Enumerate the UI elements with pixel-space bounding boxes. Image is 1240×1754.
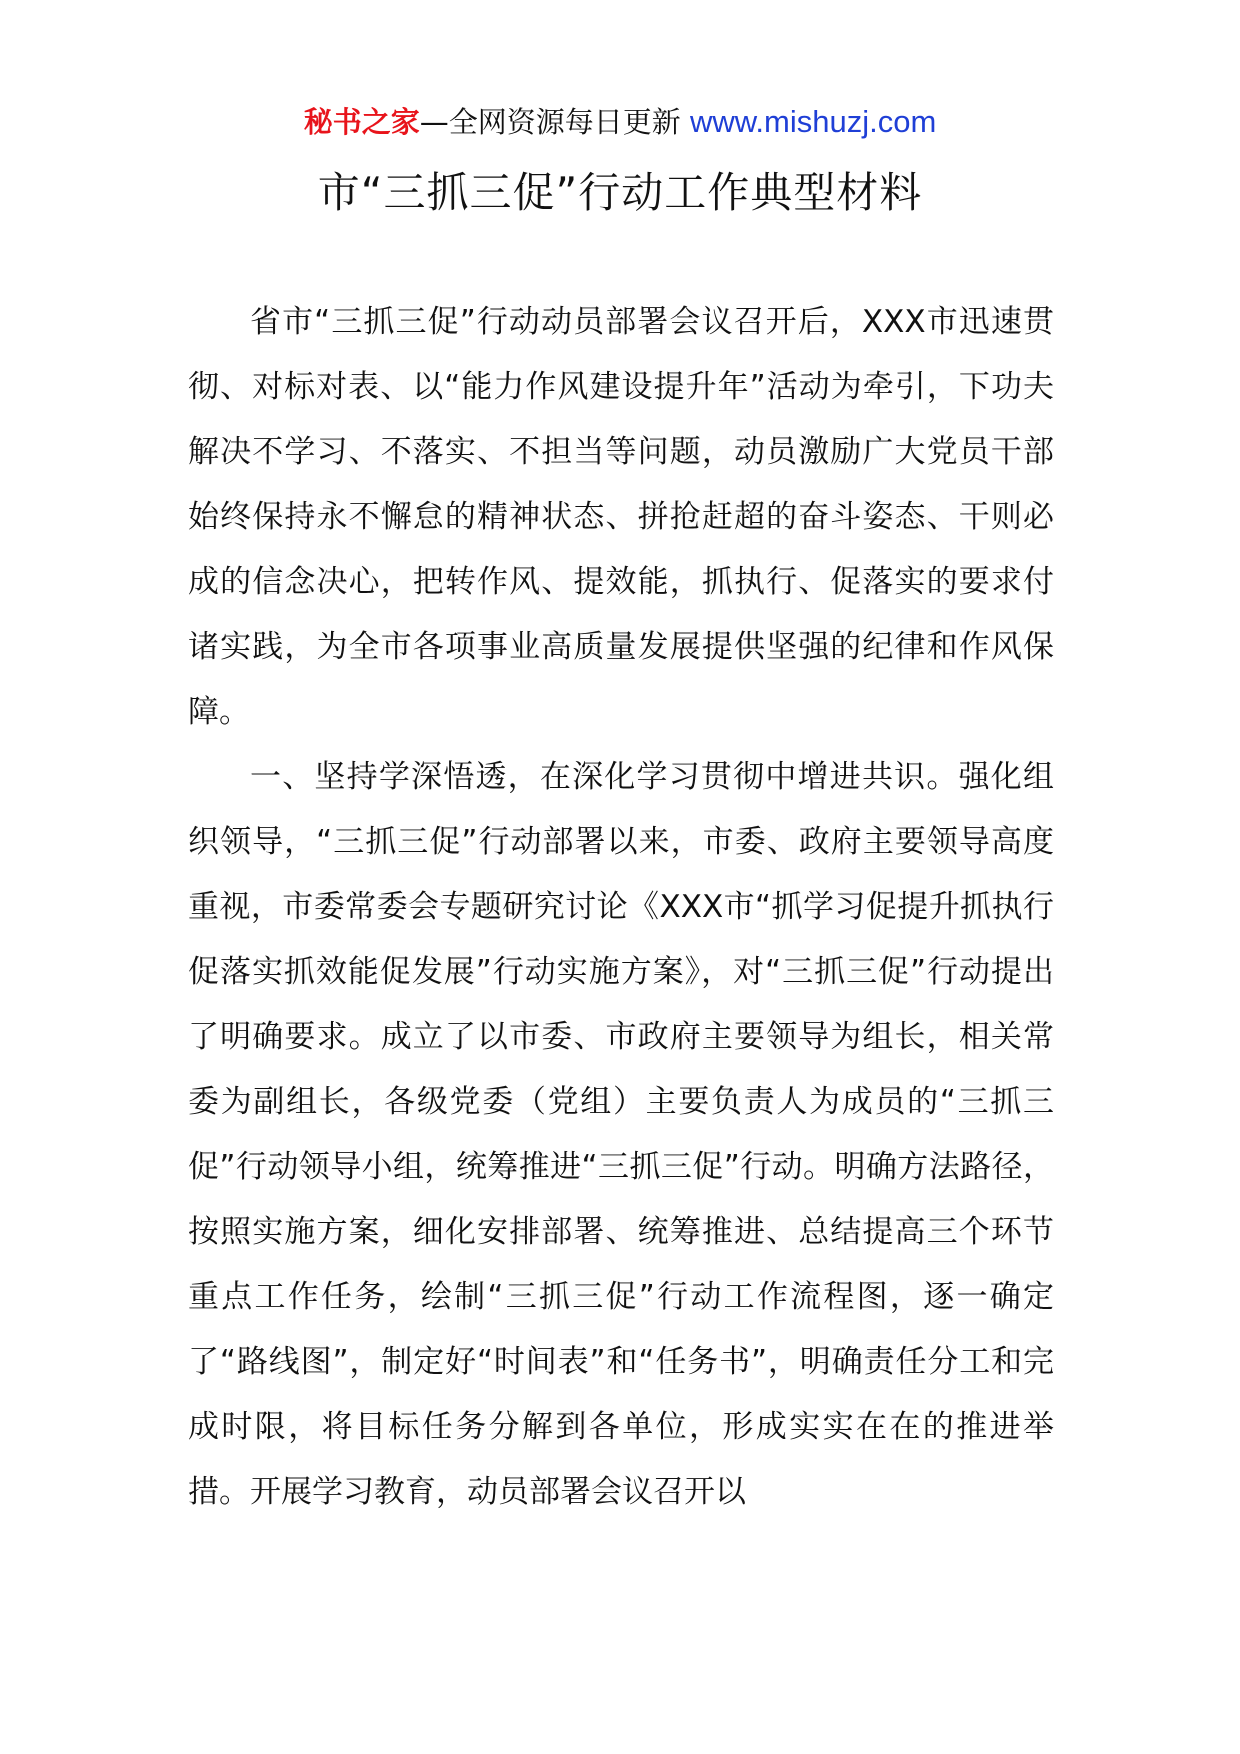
site-brand: 秘书之家: [303, 105, 420, 139]
paragraph-section-one: 一、坚持学深悟透，在深化学习贯彻中增进共识。强化组织领导，“三抓三促”行动部署以来，市委、政府主要领导高度重视，市委常委会专题研究讨论《XXX市“抓学习促提升抓执行促落实抓效能促发展”行动实施方案》，对“三抓三促”行动提出了明确要求。成立了以市委、市政府主要领导为组长，相关常委为副组长，各级党委（党组）主要负责人为成员的“三抓三促”行动领导小组，统筹推进“三抓三促”行动。明确方法路径，按照实施方案，细化安排部署、统筹推进、总结提高三个环节重点工作任务，绘制“三抓三促”行动工作流程图，逐一确定了“路线图”，制定好“时间表”和“任务书”，明确责任分工和完成时限，将目标任务分解到各单位，形成实实在在的推进举措。开展学习教育，动员部署会议召开以: [188, 759, 1054, 1510]
site-url-link[interactable]: www.mishuzj.com: [689, 104, 937, 139]
paragraph-intro: 省市“三抓三促”行动动员部署会议召开后，XXX市迅速贯彻、对标对表、以“能力作风建设提升年”活动为牵引，下功夫解决不学习、不落实、不担当等问题，动员激励广大党员干部始终保持永不懈怠的精神状态、拼抢赶超的奋斗姿态、干则必成的信念决心，把转作风、提效能，抓执行、促落实的要求付诸实践，为全市各项事业高质量发展提供坚强的纪律和作风保障。: [188, 304, 1054, 730]
document-title: 市“三抓三促”行动工作典型材料: [317, 168, 923, 217]
site-slogan: —全网资源每日更新: [419, 105, 681, 139]
document-body: [188, 290, 1054, 1525]
site-header: [0, 102, 1240, 142]
